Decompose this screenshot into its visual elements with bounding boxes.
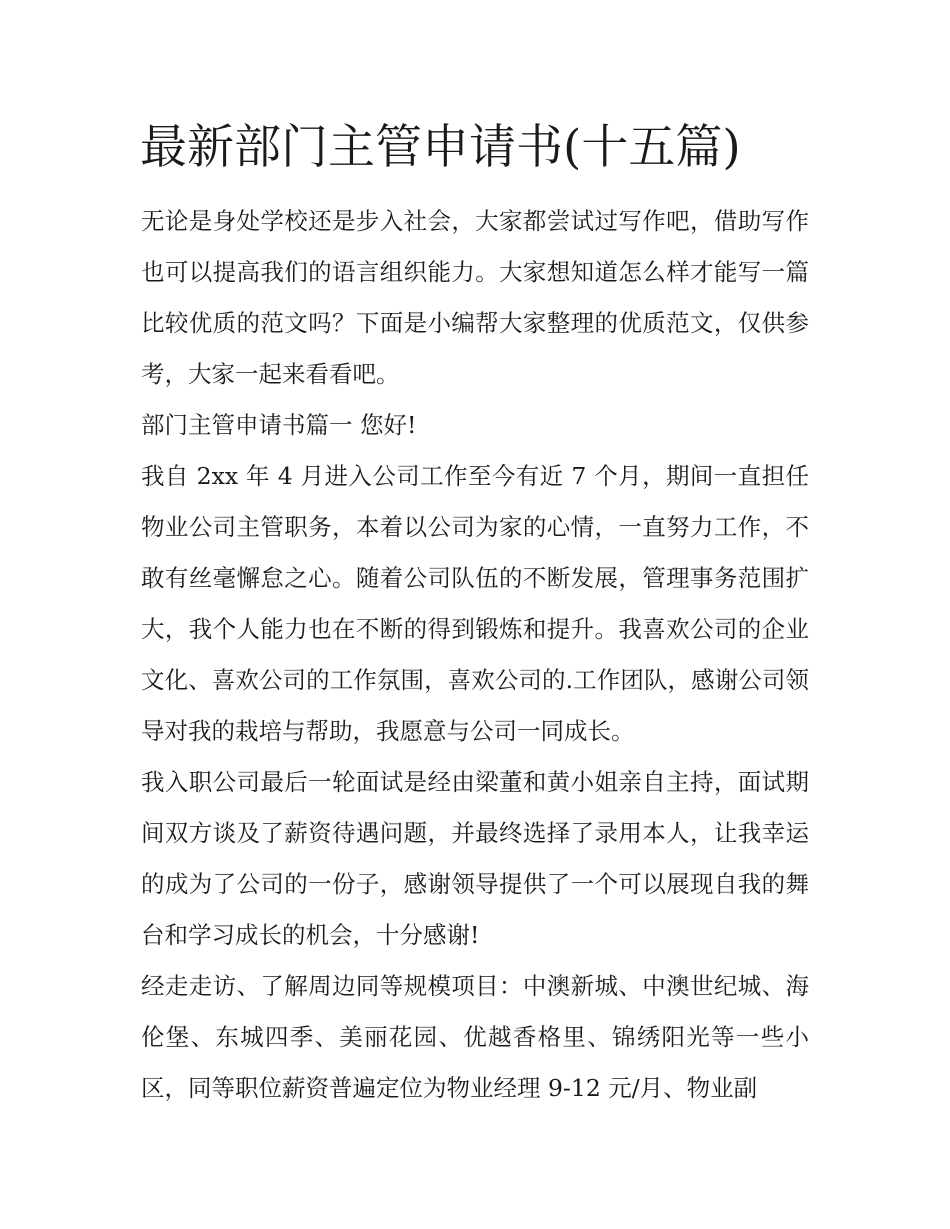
document-body	[141, 196, 809, 1114]
paragraph-interview: 我入职公司最后一轮面试是经由梁董和黄小姐亲自主持，面试期间双方谈及了薪资待遇问题，并最终选择了录用本人，让我幸运的成为了公司的一份子，感谢领导提供了一个可以展现自我的舞台和学习成长的机会，十分感谢!	[141, 768, 809, 949]
paragraph-intro: 无论是身处学校还是步入社会，大家都尝试过写作吧，借助写作也可以提高我们的语言组织能力。大家想知道怎么样才能写一篇比较优质的范文吗？下面是小编帮大家整理的优质范文，仅供参考，大家一起来看看吧。	[141, 207, 809, 388]
paragraph-greeting: 部门主管申请书篇一 您好!	[141, 411, 417, 439]
paragraph-work-history: 我自 2xx 年 4 月进入公司工作至今有近 7 个月，期间一直担任物业公司主管职务，本着以公司为家的心情，一直努力工作，不敢有丝毫懈怠之心。随着公司队伍的不断发展，管理事务范围扩大，我个人能力也在不断的得到锻炼和提升。我喜欢公司的企业文化、喜欢公司的工作氛围，喜欢公司的.工作团队，感谢公司领导对我的栽培与帮助，我愿意与公司一同成长。	[141, 462, 809, 745]
paragraph-salary-survey: 经走走访、了解周边同等规模项目：中澳新城、中澳世纪城、海伦堡、东城四季、美丽花园、优越香格里、锦绣阳光等一些小区，同等职位薪资普遍定位为物业经理 9-12 元/月、物业副	[141, 972, 809, 1102]
document-title: 最新部门主管申请书(十五篇)	[140, 120, 741, 175]
